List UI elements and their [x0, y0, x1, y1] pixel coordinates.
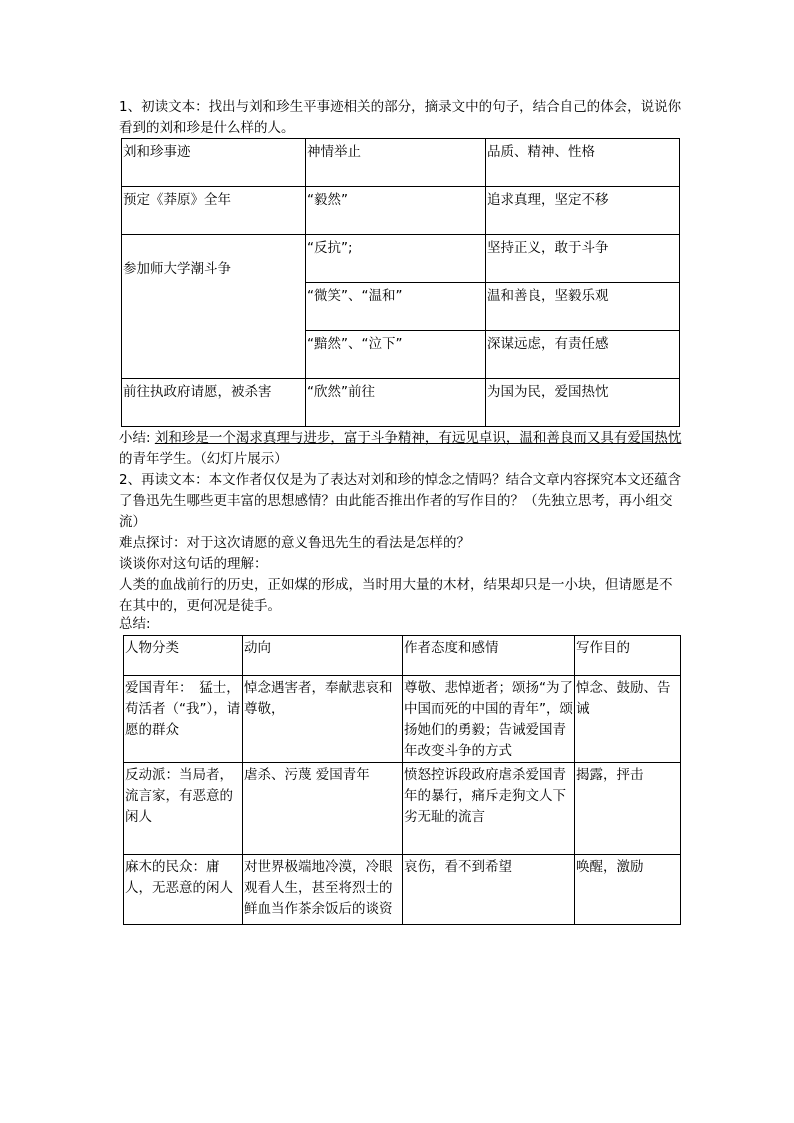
table-liu-hezhen-deeds [121, 138, 680, 427]
event-cell: 预定《莽原》全年 [122, 187, 306, 235]
quality-cell: 追求真理，坚定不移 [486, 187, 680, 235]
summary-1 [119, 428, 685, 470]
demeanor-cell: “黯然”、“泣下” [306, 331, 486, 379]
question-2: 2、再读文本：本文作者仅仅是为了表达对刘和珍的悼念之情吗？结合文章内容探究本文还蕴含了鲁迅先生哪些更丰富的思想感情？由此能否推出作者的写作目的？（先独立思考，再小组交流） [119, 472, 682, 530]
summary-suffix: 的青年学生。（幻灯片展示） [119, 451, 288, 467]
quality-cell: 深谋远虑，有责任感 [486, 331, 680, 379]
summary-underlined: 刘和珍是一个渴求真理与进步，富于斗争精神，有远见卓识，温和善良而又具有爱国热忱 [154, 430, 682, 446]
table-row [124, 763, 681, 855]
table-header-row [122, 139, 680, 187]
demeanor-cell: “反抗”; [306, 235, 486, 283]
header-cell: 神情举止 [306, 139, 486, 187]
quality-cell: 坚持正义，敢于斗争 [486, 235, 680, 283]
attitude-cell: 愤怒控诉段政府虐杀爱国青年的暴行，痛斥走狗文人下劣无耻的流言 [403, 763, 575, 855]
header-cell: 写作目的 [575, 636, 681, 676]
type-cell: 爱国青年： 猛士，苟活者（“我”），请愿的群众 [124, 676, 243, 763]
table-row [122, 187, 680, 235]
difficulty-heading: 难点探讨：对于这次请愿的意义鲁迅先生的看法是怎样的？ [119, 535, 470, 551]
quality-cell: 为国为民，爱国热忱 [486, 379, 680, 427]
action-cell: 对世界极端地冷漠，冷眼观看人生，甚至将烈士的鲜血当作茶余饭后的谈资 [243, 855, 403, 925]
header-cell: 动向 [243, 636, 403, 676]
purpose-cell: 唤醒，激励 [575, 855, 681, 925]
event-cell: 前往执政府请愿，被杀害 [122, 379, 306, 427]
table-row [122, 235, 680, 283]
demeanor-cell: “欣然”前往 [306, 379, 486, 427]
table-row [122, 379, 680, 427]
talk-prompt: 谈谈你对这句话的理解： [119, 556, 268, 572]
attitude-cell: 哀伤，看不到希望 [403, 855, 575, 925]
header-cell: 作者态度和感情 [403, 636, 575, 676]
type-cell: 反动派：当局者，流言家，有恶意的闲人 [124, 763, 243, 855]
header-cell: 品质、精神、性格 [486, 139, 680, 187]
event-cell: 参加师大学潮斗争 [122, 235, 306, 379]
type-cell: 麻木的民众：庸人，无恶意的闲人 [124, 855, 243, 925]
purpose-cell: 悼念、鼓励、告诫 [575, 676, 681, 763]
demeanor-cell: “毅然” [306, 187, 486, 235]
purpose-cell: 揭露，抨击 [575, 763, 681, 855]
summary-label: 总结: [119, 616, 151, 632]
quality-cell: 温和善良，坚毅乐观 [486, 283, 680, 331]
header-cell: 刘和珍事迹 [122, 139, 306, 187]
table-row [124, 855, 681, 925]
table-summary [123, 635, 681, 925]
table-row [124, 676, 681, 763]
summary-prefix: 小结: [119, 430, 155, 446]
header-cell: 人物分类 [124, 636, 243, 676]
question-1: 1、初读文本：找出与刘和珍生平事迹相关的部分，摘录文中的句子，结合自己的体会，说说你看到的刘和珍是什么样的人。 [119, 99, 682, 136]
quote: 人类的血战前行的历史，正如煤的形成，当时用大量的木材，结果却只是一小块，但请愿是不在其中的，更何况是徒手。 [119, 577, 673, 614]
action-cell: 虐杀、污蔑 爱国青年 [243, 763, 403, 855]
table-header-row [124, 636, 681, 676]
action-cell: 悼念遇害者，奉献悲哀和尊敬， [243, 676, 403, 763]
demeanor-cell: “微笑”、“温和” [306, 283, 486, 331]
attitude-cell: 尊敬、悲悼逝者；颂扬“为了中国而死的中国的青年”，颂扬她们的勇毅；告诫爱国青年改变斗争的方式 [403, 676, 575, 763]
